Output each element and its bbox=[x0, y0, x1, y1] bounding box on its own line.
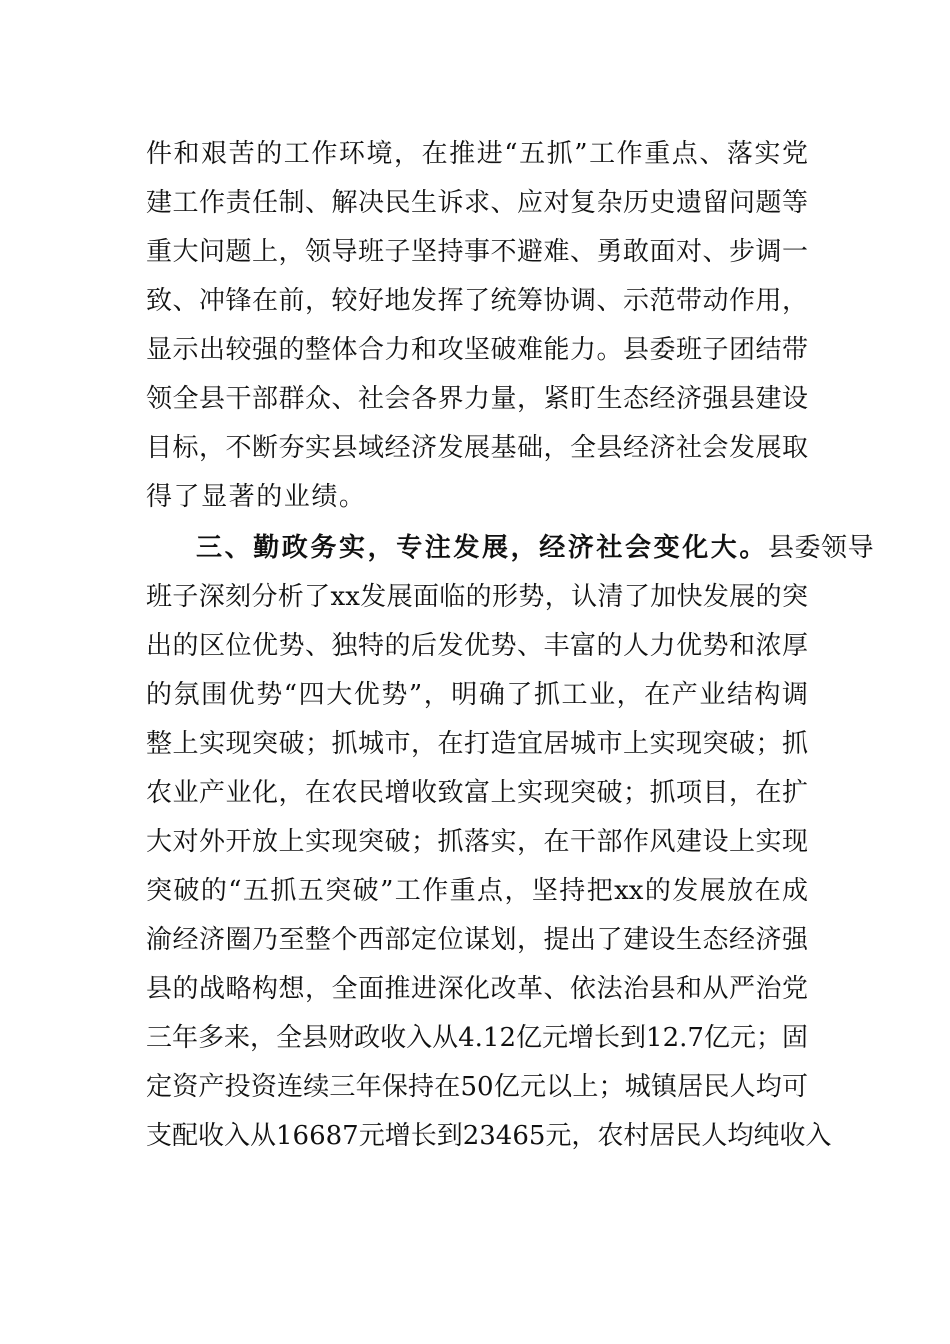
paragraph-1 bbox=[146, 130, 808, 522]
text-line: 支配收入从16687元增长到23465元，农村居民人均纯收入 bbox=[146, 1121, 832, 1151]
section-heading-line bbox=[146, 524, 875, 573]
text-line: 领全县干部群众、社会各界力量，紧盯生态经济强县建设 bbox=[146, 384, 808, 414]
section-heading: 三、勤政务实，专注发展，经济社会变化大。 bbox=[196, 533, 769, 563]
text-line: 重大问题上，领导班子坚持事不避难、勇敢面对、步调一 bbox=[146, 237, 808, 267]
text-line: 件和艰苦的工作环境，在推进“五抓”工作重点、落实党 bbox=[146, 139, 808, 169]
text-line: 三年多来，全县财政收入从4.12亿元增长到12.7亿元；固 bbox=[146, 1023, 808, 1053]
text-line: 渝经济圈乃至整个西部定位谋划，提出了建设生态经济强 bbox=[146, 925, 808, 955]
text-line: 的氛围优势“四大优势”，明确了抓工业，在产业结构调 bbox=[146, 680, 808, 710]
text-line: 出的区位优势、独特的后发优势、丰富的人力优势和浓厚 bbox=[146, 631, 808, 661]
text-line: 定资产投资连续三年保持在50亿元以上；城镇居民人均可 bbox=[146, 1072, 808, 1102]
section-heading-tail: 县委领导 bbox=[768, 533, 875, 563]
text-line: 目标，不断夯实县域经济发展基础，全县经济社会发展取 bbox=[146, 433, 808, 463]
text-line: 县的战略构想，全面推进深化改革、依法治县和从严治党 bbox=[146, 974, 808, 1004]
body-text bbox=[146, 130, 875, 1161]
text-line: 建工作责任制、解决民生诉求、应对复杂历史遗留问题等 bbox=[146, 188, 808, 218]
text-line: 突破的“五抓五突破”工作重点，坚持把xx的发展放在成 bbox=[146, 876, 808, 906]
text-line: 整上实现突破；抓城市，在打造宜居城市上实现突破；抓 bbox=[146, 729, 808, 759]
text-line: 得了显著的业绩。 bbox=[146, 482, 367, 512]
text-line: 农业产业化，在农民增收致富上实现突破；抓项目，在扩 bbox=[146, 778, 808, 808]
text-line: 大对外开放上实现突破；抓落实，在干部作风建设上实现 bbox=[146, 827, 808, 857]
text-line: 致、冲锋在前，较好地发挥了统筹协调、示范带动作用， bbox=[146, 286, 808, 316]
text-line: 班子深刻分析了xx发展面临的形势，认清了加快发展的突 bbox=[146, 582, 808, 612]
text-line: 显示出较强的整体合力和攻坚破难能力。县委班子团结带 bbox=[146, 335, 808, 365]
paragraph-2 bbox=[146, 524, 875, 1161]
